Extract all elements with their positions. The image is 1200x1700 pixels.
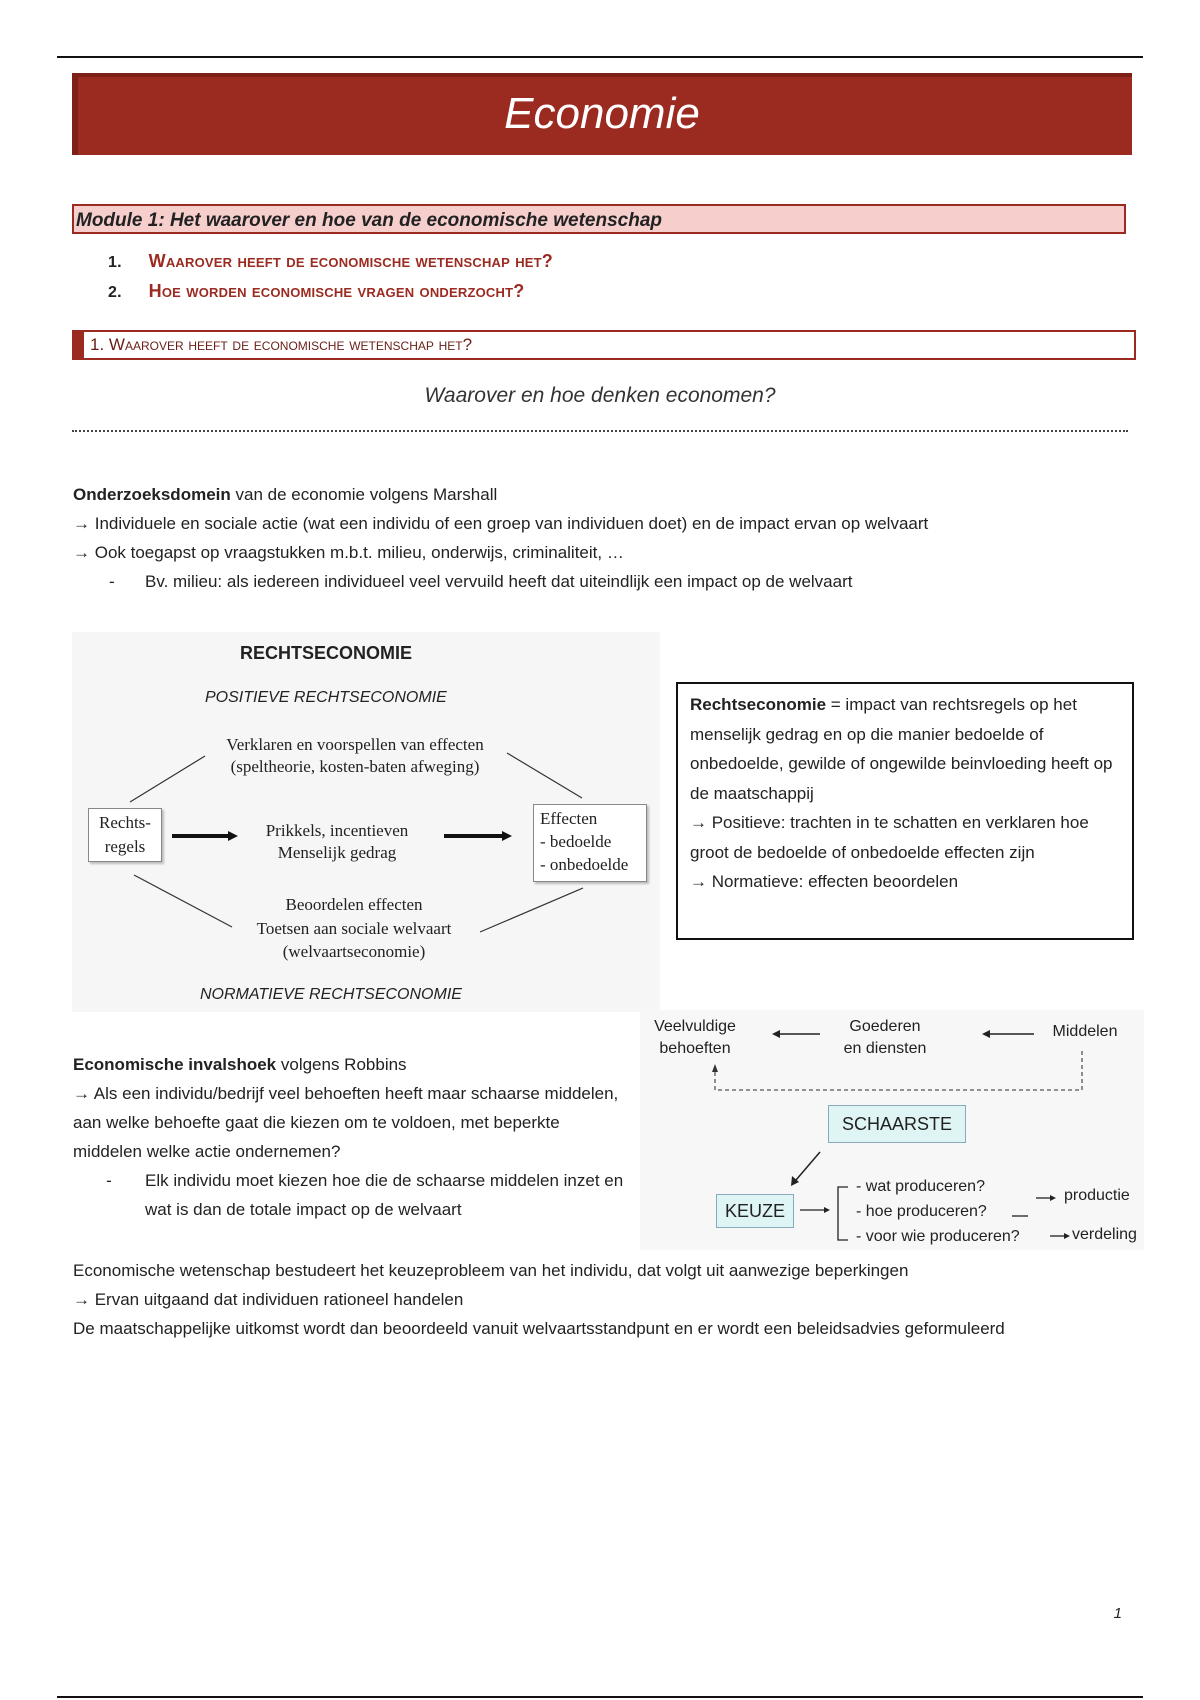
right-box: Effecten - bedoelde - onbedoelde <box>533 804 647 882</box>
bottom-text: Beoordelen effecten Toetsen aan sociale welvaart (welvaartseconomie) <box>256 895 452 961</box>
mid-text: Prikkels, incentieven Menselijk gedrag <box>265 821 409 862</box>
robbins-rest: volgens Robbins <box>276 1055 407 1074</box>
marshall-bold: Onderzoeksdomein <box>73 485 231 504</box>
scarcity-box: SCHAARSTE <box>828 1105 966 1143</box>
normative-label: NORMATIEVE RECHTSECONOMIE <box>200 986 462 1003</box>
marshall-bullet: - Bv. milieu: als iedereen individueel veel vervuild heeft dat uiteindlijk een impact op de welvaart <box>109 572 853 591</box>
questions: - wat produceren? - hoe produceren? - voor wie produceren? <box>856 1178 1020 1245</box>
positive-label: POSITIEVE RECHTSECONOMIE <box>205 689 447 706</box>
toc-label: Hoe worden economische vragen onderzocht? <box>148 281 525 301</box>
module-heading: Module 1: Het waarover en hoe van de economische wetenschap <box>72 204 1126 234</box>
robbins-line1: → Als een individu/bedrijf veel behoeften heeft maar schaarse middelen, aan welke behoefte gaat die kiezen om te voldoen, met beperkte middelen welke actie ondernemen? <box>73 1084 619 1161</box>
production-label: productie <box>1064 1187 1130 1204</box>
definition-normative: → Normatieve: effecten beoordelen <box>690 872 959 891</box>
conclusion-line2: → Ervan uitgaand dat individuen rationeel handelen <box>73 1290 464 1309</box>
robbins-bullet: - Elk individu moet kiezen hoe die de schaarse middelen inzet en wat is dan de totale impact op de welvaart <box>106 1171 624 1219</box>
conclusion-line3: De maatschappelijke uitkomst wordt dan beoordeeld vanuit welvaartsstandpunt en er wordt een beleidsadvies geformuleerd <box>73 1319 1005 1338</box>
distribution-label: verdeling <box>1072 1226 1137 1243</box>
conclusion-block <box>73 1256 1053 1343</box>
goods-node: Goederen en diensten <box>843 1018 927 1057</box>
section-subtitle: Waarover en hoe denken economen? <box>424 384 776 407</box>
definition-bold: Rechtseconomie <box>690 695 827 714</box>
left-box: Rechts- regels <box>88 808 162 862</box>
needs-node: Veelvuldige behoeften <box>654 1018 736 1057</box>
toc-num: 1. <box>108 254 122 271</box>
diagram-title: RECHTSECONOMIE <box>240 643 413 663</box>
marshall-line2: → Ook toegapst op vraagstukken m.b.t. milieu, onderwijs, criminaliteit, … <box>73 543 624 562</box>
robbins-bold: Economische invalshoek <box>73 1055 277 1074</box>
toc-num: 2. <box>108 284 122 301</box>
marshall-line1: → Individuele en sociale actie (wat een individu of een groep van individuen doet) en de impact ervan op welvaart <box>73 514 929 533</box>
definition-positive: → Positieve: trachten in te schatten en verklaren hoe groot de bedoelde of onbedoelde effecten zijn <box>690 813 1089 862</box>
section-heading: 1. Waarover heeft de economische wetenschap het? <box>72 330 1136 360</box>
choice-box: KEUZE <box>716 1194 794 1228</box>
conclusion-line1: Economische wetenschap bestudeert het keuzeprobleem van het individu, dat volgt uit aanwezige beperkingen <box>73 1261 909 1280</box>
toc-label: Waarover heeft de economische wetenschap het? <box>148 251 553 271</box>
page-number: 1 <box>1113 1605 1122 1622</box>
top-text: Verklaren en voorspellen van effecten (speltheorie, kosten-baten afweging) <box>226 735 484 776</box>
marshall-rest: van de economie volgens Marshall <box>230 485 498 504</box>
means-node: Middelen <box>1052 1023 1118 1040</box>
page-title: Economie <box>72 73 1132 155</box>
definition-rest: = impact van rechtsregels op het menselijk gedrag en op die manier bedoelde of onbedoelde, gewilde of ongewilde beinvloeding heeft op de maatschappij <box>690 695 1113 803</box>
